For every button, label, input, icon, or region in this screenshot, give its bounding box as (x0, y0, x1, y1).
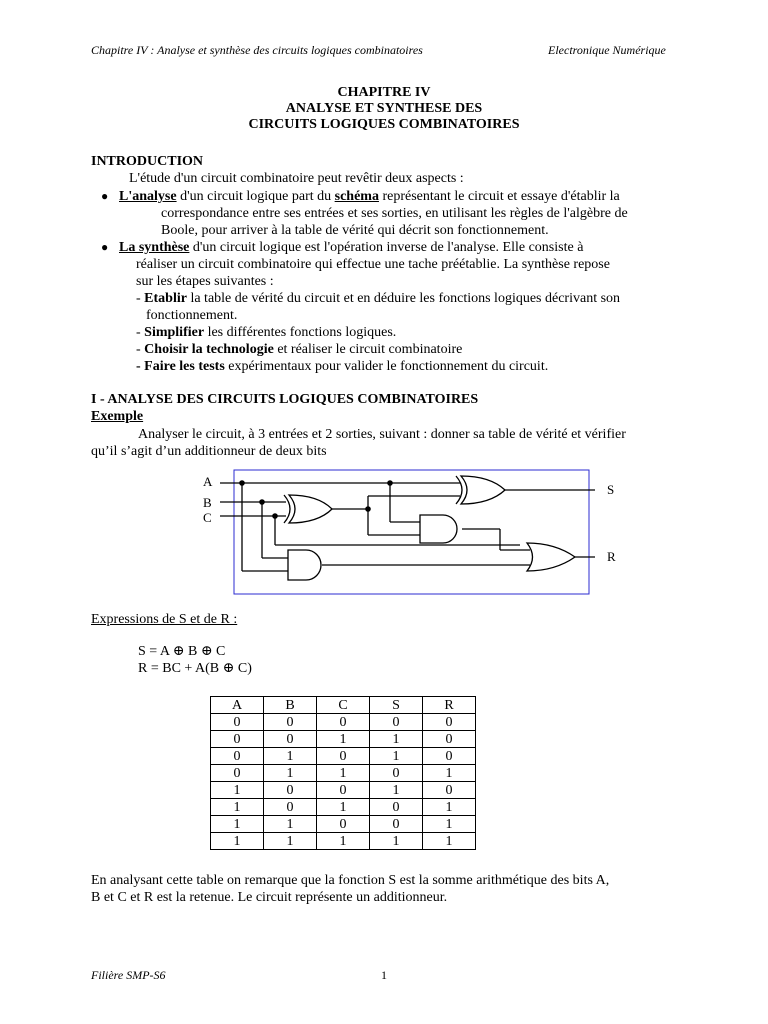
table-cell: 0 (423, 714, 476, 731)
synthese-step4: - Faire les tests expérimentaux pour valider le fonctionnement du circuit. (136, 359, 549, 374)
chapter-title (0, 85, 768, 133)
example-label: Exemple (91, 409, 144, 424)
table-cell: 1 (264, 765, 317, 782)
or-gate (527, 543, 575, 571)
table-row (211, 799, 476, 816)
conclusion-line2: B et C et R est la retenue. Le circuit représente un additionneur. (91, 890, 448, 905)
bullet-icon: ● (101, 189, 109, 203)
footer-left: Filière SMP-S6 (91, 968, 166, 982)
output-label-s: S (607, 482, 615, 497)
table-row (211, 833, 476, 850)
table-cell: 0 (211, 748, 264, 765)
table-header-cell: A (211, 697, 264, 714)
table-cell: 1 (423, 833, 476, 850)
table-cell: 0 (264, 799, 317, 816)
table-cell: 1 (423, 799, 476, 816)
intro-lead: L'étude d'un circuit combinatoire peut revêtir deux aspects : (129, 171, 464, 186)
xor-gate-input-arc (456, 476, 462, 504)
synthese-step3: - Choisir la technologie et réaliser le circuit combinatoire (136, 342, 463, 357)
intro-heading: INTRODUCTION (91, 154, 204, 169)
synthese-term: La synthèse (119, 240, 190, 255)
example-line1: Analyser le circuit, à 3 entrées et 2 sorties, suivant : donner sa table de vérité et vérifier (138, 427, 626, 442)
table-cell: 1 (317, 731, 370, 748)
table-cell: 1 (211, 816, 264, 833)
output-label-r: R (607, 549, 616, 564)
schema-term: schéma (334, 189, 379, 204)
bullet-icon: ● (101, 240, 109, 254)
table-row (211, 731, 476, 748)
synthese-line3: sur les étapes suivantes : (136, 274, 274, 289)
table-cell: 0 (317, 748, 370, 765)
table-cell: 1 (423, 816, 476, 833)
table-row (211, 816, 476, 833)
table-cell: 0 (211, 731, 264, 748)
table-header-cell: S (370, 697, 423, 714)
table-cell: 1 (264, 816, 317, 833)
table-cell: 0 (317, 714, 370, 731)
truth-table (210, 696, 476, 850)
truth-table-body (211, 714, 476, 850)
conclusion-line1: En analysant cette table on remarque que la fonction S est la somme arithmétique des bits A, (91, 873, 610, 888)
table-cell: 0 (211, 714, 264, 731)
synthese-step1-cont: fonctionnement. (146, 308, 238, 323)
table-header-cell: C (317, 697, 370, 714)
table-cell: 0 (423, 731, 476, 748)
chapter-title-line3: CIRCUITS LOGIQUES COMBINATOIRES (248, 117, 520, 132)
table-header-cell: R (423, 697, 476, 714)
xor-gate-input-arc (284, 495, 290, 523)
table-cell: 1 (264, 748, 317, 765)
chapter-title-line2: ANALYSE ET SYNTHESE DES (285, 101, 483, 116)
chapter-title-line1: CHAPITRE IV (337, 85, 431, 100)
synthese-step1: - Etablir la table de vérité du circuit et en déduire les fonctions logiques décrivant son (136, 291, 621, 306)
table-cell: 1 (211, 799, 264, 816)
table-cell: 1 (317, 765, 370, 782)
circuit-frame (234, 470, 589, 594)
expressions-heading: Expressions de S et de R : (91, 612, 238, 627)
table-cell: 0 (317, 782, 370, 799)
running-header-left: Chapitre IV : Analyse et synthèse des circuits logiques combinatoires (91, 43, 423, 57)
truth-table-header (211, 697, 476, 714)
table-header-cell: B (264, 697, 317, 714)
table-cell: 1 (211, 782, 264, 799)
table-cell: 1 (370, 731, 423, 748)
logic-circuit-diagram (190, 468, 630, 598)
table-row (211, 714, 476, 731)
synthese-line1: La synthèse d'un circuit logique est l'opération inverse de l'analyse. Elle consiste à (119, 240, 584, 255)
expression-s: S = A ⊕ B ⊕ C (138, 644, 226, 659)
table-cell: 1 (264, 833, 317, 850)
running-header-right: Electronique Numérique (548, 43, 666, 57)
table-cell: 0 (423, 782, 476, 799)
section-heading: I - ANALYSE DES CIRCUITS LOGIQUES COMBINATOIRES (91, 392, 479, 407)
input-label-b: B (203, 495, 212, 510)
table-cell: 0 (370, 816, 423, 833)
table-cell: 0 (211, 765, 264, 782)
table-cell: 0 (370, 714, 423, 731)
table-cell: 0 (264, 731, 317, 748)
table-row (211, 765, 476, 782)
table-cell: 1 (423, 765, 476, 782)
table-cell: 1 (370, 748, 423, 765)
input-label-c: C (203, 510, 212, 525)
table-cell: 1 (317, 833, 370, 850)
table-row (211, 748, 476, 765)
table-cell: 0 (264, 714, 317, 731)
table-cell: 0 (317, 816, 370, 833)
table-row (211, 782, 476, 799)
table-cell: 0 (370, 765, 423, 782)
analyse-line1: L'analyse d'un circuit logique part du schéma représentant le circuit et essaye d'établir la (119, 189, 620, 204)
example-line2: qu’il s’agit d’un additionneur de deux bits (91, 444, 327, 459)
input-label-a: A (203, 474, 213, 489)
table-cell: 0 (423, 748, 476, 765)
expression-r: R = BC + A(B ⊕ C) (138, 661, 252, 676)
table-cell: 0 (370, 799, 423, 816)
table-cell: 1 (370, 782, 423, 799)
table-cell: 1 (370, 833, 423, 850)
and-gate-1 (288, 550, 321, 580)
table-cell: 1 (211, 833, 264, 850)
table-cell: 0 (264, 782, 317, 799)
and-gate-2 (420, 515, 457, 543)
page-number: 1 (381, 968, 387, 982)
analyse-term: L'analyse (119, 189, 177, 204)
xor-gate-1 (289, 495, 332, 523)
synthese-line2: réaliser un circuit combinatoire qui effectue une tache préétablie. La synthèse repose (136, 257, 610, 272)
xor-gate-2 (461, 476, 505, 504)
table-cell: 1 (317, 799, 370, 816)
analyse-line2: correspondance entre ses entrées et ses sorties, en utilisant les règles de l'algèbre de (161, 206, 628, 221)
analyse-line3: Boole, pour arriver à la table de vérité qui décrit son fonctionnement. (161, 223, 549, 238)
synthese-step2: - Simplifier les différentes fonctions logiques. (136, 325, 397, 340)
